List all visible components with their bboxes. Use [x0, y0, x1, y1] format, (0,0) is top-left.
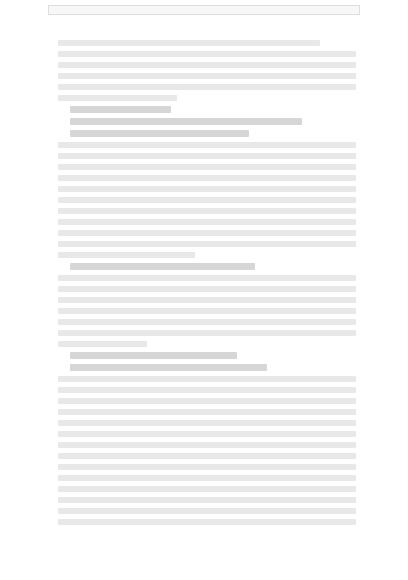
section-heading: [70, 118, 302, 125]
text-line: [58, 341, 147, 347]
text-line: [58, 84, 356, 90]
text-line: [58, 219, 356, 225]
text-line: [58, 409, 356, 415]
text-line: [58, 497, 356, 503]
section-heading: [70, 364, 267, 371]
text-line: [58, 142, 356, 148]
footer: [0, 561, 408, 570]
text-line: [58, 486, 356, 492]
text-line: [58, 230, 356, 236]
text-line: [58, 330, 356, 336]
text-line: [58, 308, 356, 314]
text-line: [58, 95, 177, 101]
top-banner[interactable]: [48, 5, 360, 15]
text-line: [58, 164, 356, 170]
text-line: [58, 442, 356, 448]
text-line: [58, 51, 356, 57]
section-heading: [70, 106, 171, 113]
section-heading: [70, 263, 255, 270]
text-line: [58, 175, 356, 181]
text-line: [58, 475, 356, 481]
text-line: [58, 208, 356, 214]
text-line: [58, 186, 356, 192]
text-line: [58, 398, 356, 404]
text-line: [58, 519, 356, 525]
text-line: [58, 153, 356, 159]
text-line: [58, 319, 356, 325]
text-line: [58, 252, 195, 258]
text-line: [58, 420, 356, 426]
text-line: [58, 453, 356, 459]
text-line: [58, 62, 356, 68]
text-line: [58, 197, 356, 203]
text-line: [58, 387, 356, 393]
text-line: [58, 73, 356, 79]
text-line: [58, 508, 356, 514]
text-line: [58, 464, 356, 470]
document-body: [58, 40, 356, 530]
text-line: [58, 297, 356, 303]
text-line: [58, 40, 320, 46]
text-line: [58, 241, 356, 247]
text-line: [58, 286, 356, 292]
text-line: [58, 376, 356, 382]
text-line: [58, 431, 356, 437]
section-heading: [70, 352, 237, 359]
text-line: [58, 275, 356, 281]
section-heading: [70, 130, 249, 137]
